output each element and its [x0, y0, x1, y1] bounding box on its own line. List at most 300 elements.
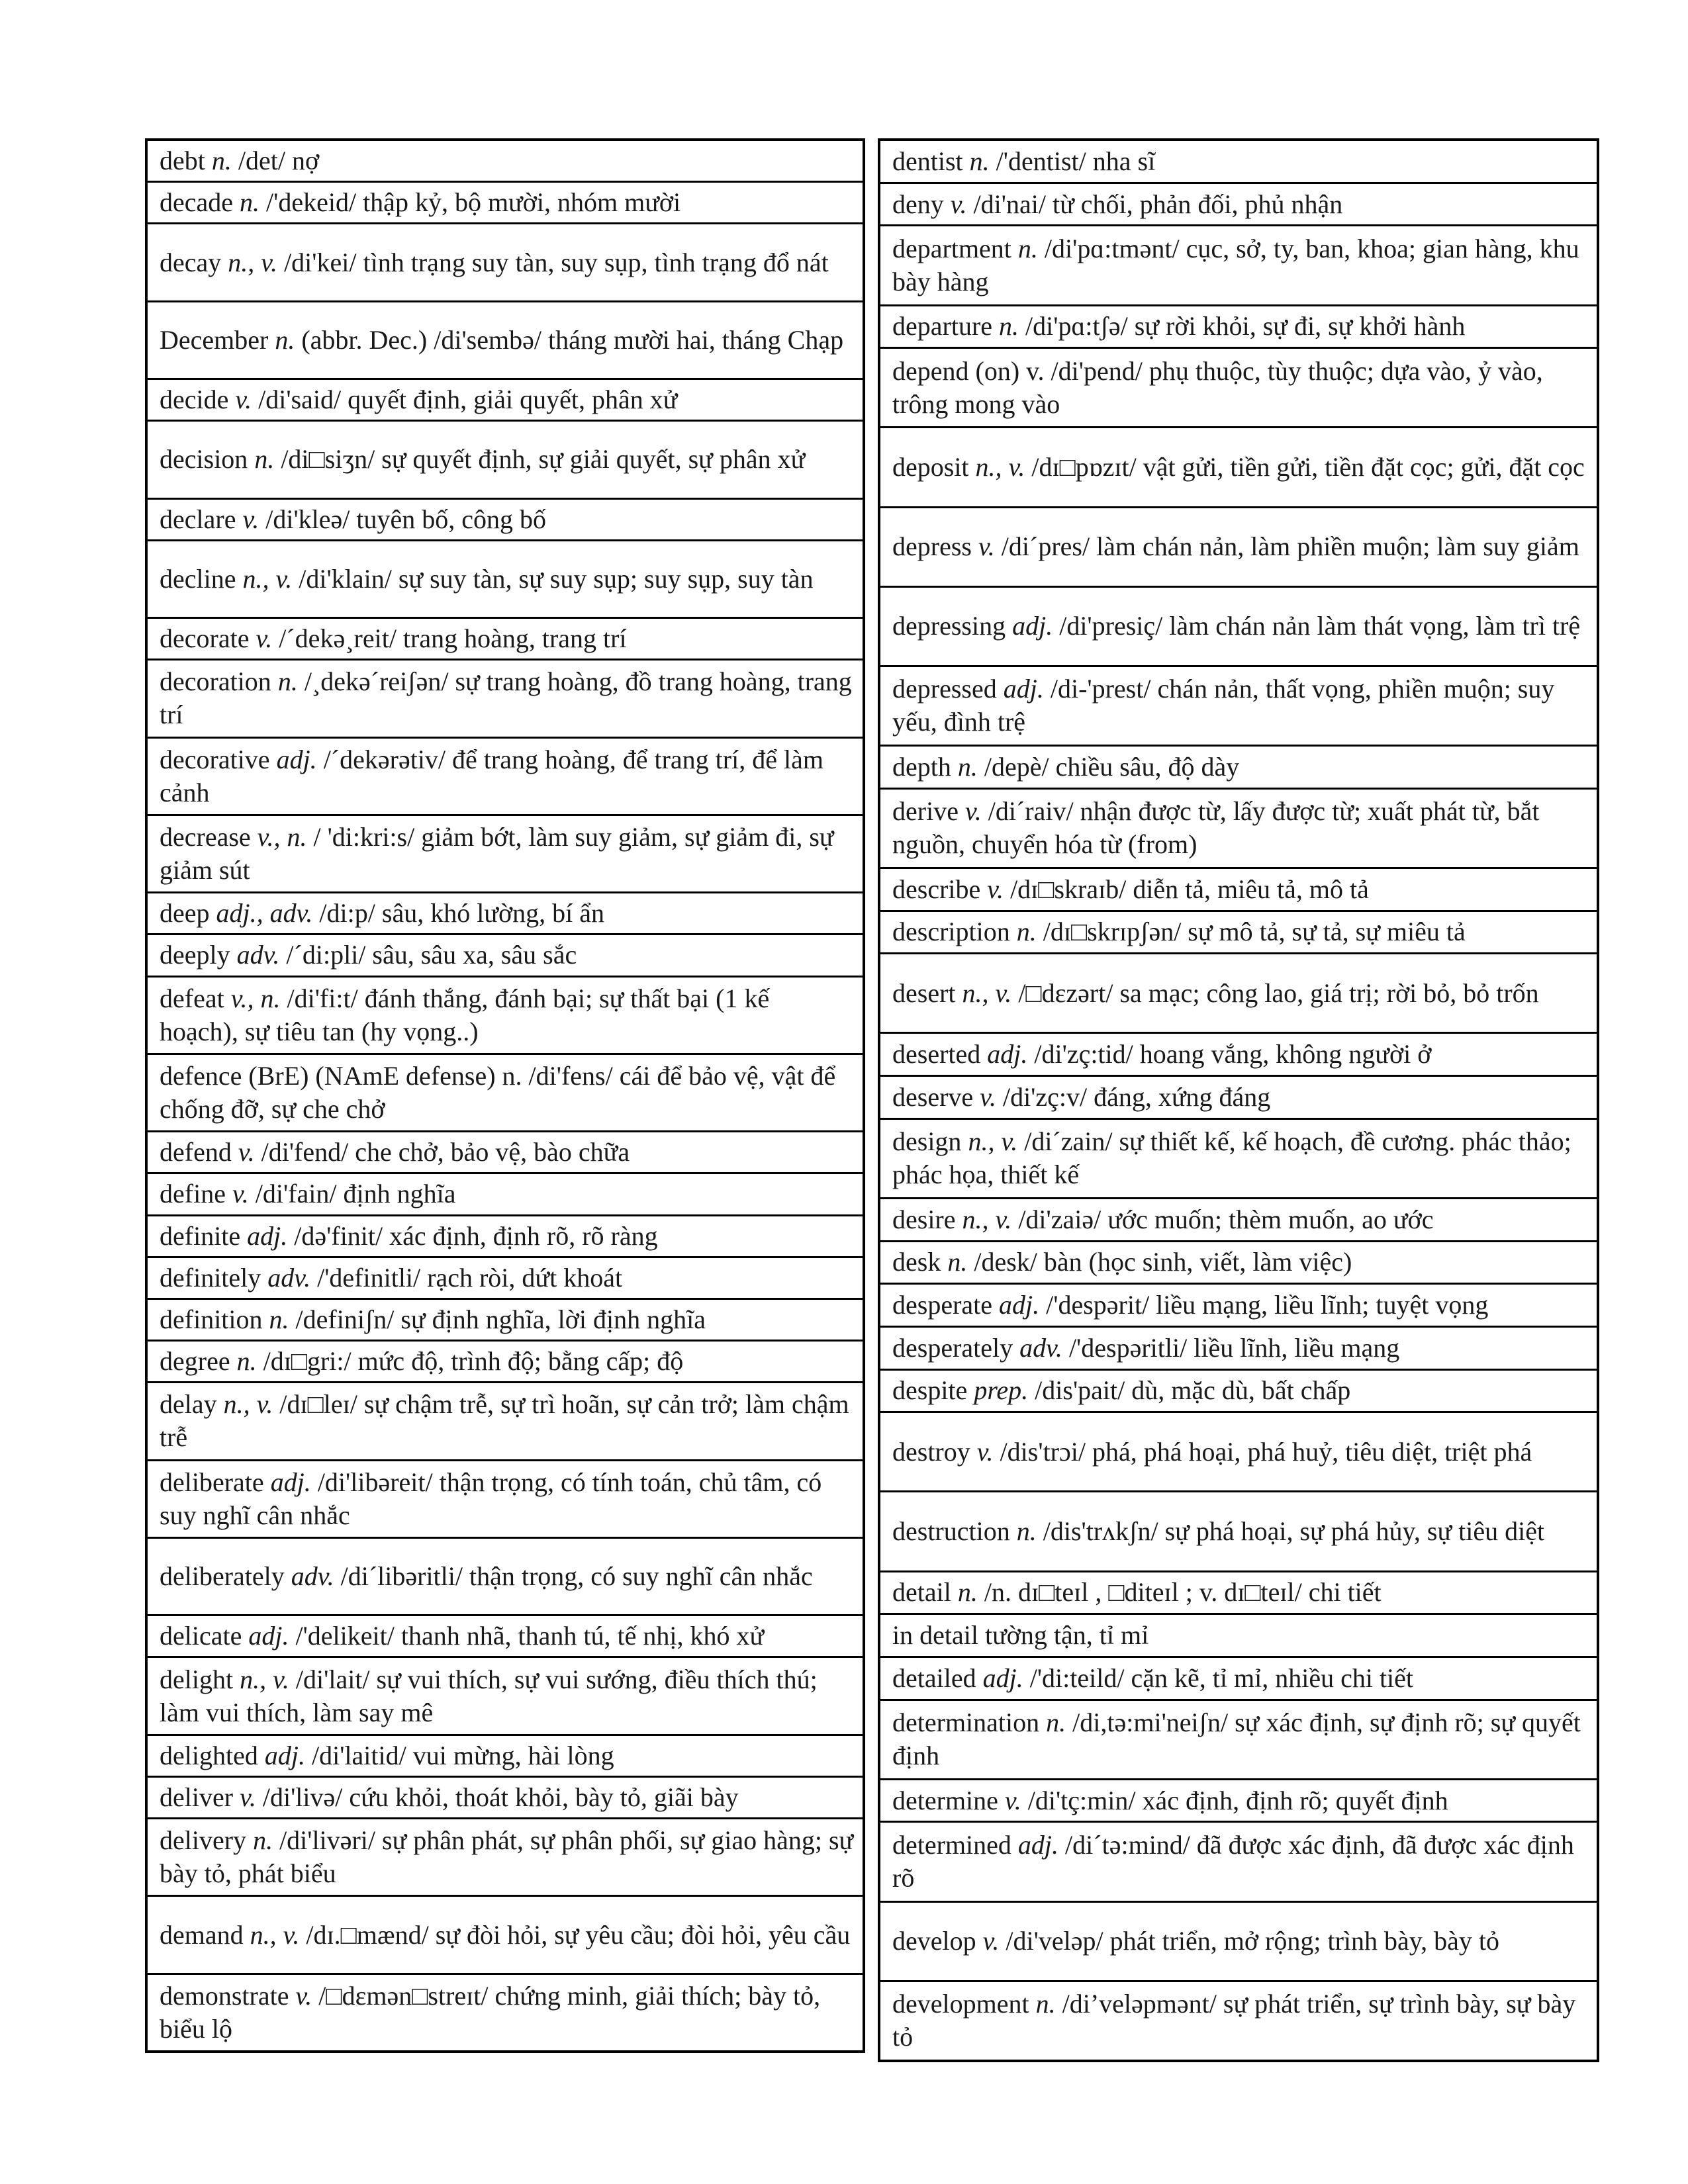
headword: defend	[160, 1137, 232, 1167]
part-of-speech: adj., adv.	[216, 898, 313, 929]
headword: description	[892, 917, 1010, 947]
headword: definition	[160, 1304, 263, 1334]
vocab-entry-row	[880, 1077, 1597, 1120]
pronunciation-and-meaning: /□dɛzərt/ sa mạc; công lao, giá trị; rời bỏ, bỏ trốn	[1011, 978, 1539, 1008]
part-of-speech: v.	[235, 385, 252, 415]
vocab-entry-row	[148, 893, 863, 935]
part-of-speech: n.	[1016, 1516, 1037, 1547]
headword: decorative	[160, 744, 270, 774]
vocab-entry	[892, 188, 1342, 221]
headword: define	[160, 1179, 226, 1209]
headword: declare	[160, 504, 236, 534]
vocab-entry-row	[148, 1216, 863, 1258]
vocab-entry-row	[880, 1780, 1597, 1823]
vocab-entry-row	[880, 184, 1597, 227]
part-of-speech: n.	[1017, 233, 1038, 263]
vocab-entry-row	[148, 1383, 863, 1461]
part-of-speech: v.	[976, 1436, 994, 1467]
vocab-entry	[892, 1125, 1589, 1191]
vocab-entry	[892, 672, 1589, 739]
pronunciation-and-meaning: /dɪ□pɒzɪt/ vật gửi, tiền gửi, tiền đặt cọc; gửi, đặt cọc	[1025, 451, 1585, 482]
vocab-entry	[892, 1435, 1532, 1469]
vocab-entry	[892, 1374, 1350, 1407]
vocab-entry-row	[880, 141, 1597, 184]
headword: decade	[160, 187, 234, 218]
vocab-entry	[892, 451, 1585, 484]
part-of-speech: adj.	[1017, 1830, 1059, 1860]
part-of-speech: n., v.	[228, 247, 278, 277]
part-of-speech: v.	[982, 1926, 1000, 1956]
pronunciation-and-meaning: /di'presiç/ làm chán nản làm thát vọng, làm trì trệ	[1053, 611, 1581, 641]
part-of-speech: n.	[253, 1825, 273, 1856]
vocab-entry	[892, 1706, 1589, 1772]
pronunciation-and-meaning: /´dekə¸reit/ trang hoàng, trang trí	[272, 623, 627, 654]
vocab-entry-row	[880, 747, 1597, 790]
vocab-entry-row	[148, 816, 863, 893]
headword: delight	[160, 1664, 234, 1694]
headword: decision	[160, 444, 248, 475]
headword: delay	[160, 1389, 217, 1420]
part-of-speech: n.	[277, 666, 298, 697]
vocab-entry-row	[148, 1342, 863, 1383]
vocab-entry	[160, 1739, 614, 1772]
vocab-entry	[160, 1560, 813, 1593]
headword: desert	[892, 978, 956, 1008]
vocab-entry	[160, 1060, 855, 1126]
vocab-entry	[160, 1466, 855, 1532]
vocab-entry	[160, 1345, 683, 1378]
headword: destroy	[892, 1436, 970, 1467]
vocab-entry	[892, 1289, 1488, 1322]
pronunciation-and-meaning: /di´pres/ làm chán nản, làm phiền muộn; làm suy giảm	[994, 531, 1579, 562]
vocab-entry-row	[148, 1300, 863, 1342]
vocab-entry-row	[148, 1778, 863, 1819]
pronunciation-and-meaning: /'dekeid/ thập kỷ, bộ mười, nhóm mười	[259, 187, 681, 218]
vocab-entry	[892, 915, 1466, 948]
pronunciation-and-meaning: /dɪ.□mænd/ sự đòi hỏi, sự yêu cầu; đòi hỏi, yêu cầu	[299, 1919, 851, 1950]
vocab-entry	[892, 873, 1369, 906]
part-of-speech: n.	[1035, 1989, 1056, 2019]
pronunciation-and-meaning: /di'libəreit/ thận trọng, có tính toán, chủ tâm, có suy nghĩ cân nhắc	[160, 1467, 822, 1530]
pronunciation-and-meaning: /dɪ□skrɪpʃən/ sự mô tả, sự tả, sự miêu tả	[1036, 917, 1466, 947]
pronunciation-and-meaning: (on) v. /di'pend/ phụ thuộc, tùy thuộc; dựa vào, ỷ vào, trông mong vào	[892, 355, 1543, 419]
headword: decoration	[160, 666, 271, 697]
vocab-entry-row	[880, 1120, 1597, 1199]
part-of-speech: adj.	[270, 1467, 311, 1497]
headword: detailed	[892, 1662, 976, 1693]
vocab-entry	[160, 938, 577, 972]
pronunciation-and-meaning: /di□siʒn/ sự quyết định, sự giải quyết, sự phân xử	[274, 444, 806, 475]
vocab-entry	[892, 1829, 1589, 1895]
part-of-speech: n., v.	[240, 1664, 289, 1694]
vocab-entry-row	[880, 1572, 1597, 1615]
vocab-entry	[892, 795, 1589, 861]
headword: departure	[892, 311, 993, 341]
headword: deliberately	[160, 1561, 285, 1591]
pronunciation-and-meaning: /di'fi:t/ đánh thắng, đánh bại; sự thất bại (1 kế hoạch), sự tiêu tan (hy vọng..)	[160, 983, 770, 1046]
pronunciation-and-meaning: /di'zç:tid/ hoang vắng, không người ở	[1027, 1039, 1432, 1069]
vocab-entry-row	[148, 619, 863, 660]
headword: derive	[892, 796, 959, 827]
pronunciation-and-meaning: /di'tç:min/ xác định, định rõ; quyết định	[1021, 1785, 1448, 1815]
pronunciation-and-meaning: /di-'prest/ chán nản, thất vọng, phiền muộn; suy yếu, đình trệ	[892, 674, 1555, 737]
headword: deliberate	[160, 1467, 264, 1497]
pronunciation-and-meaning: /desk/ bàn (học sinh, viết, làm việc)	[967, 1247, 1352, 1277]
part-of-speech: v., n.	[257, 821, 307, 852]
headword: describe	[892, 874, 981, 904]
vocab-entry-row	[880, 588, 1597, 667]
part-of-speech: adj.	[1012, 611, 1053, 641]
headword: depress	[892, 531, 972, 562]
vocab-entry-row	[880, 1492, 1597, 1572]
pronunciation-and-meaning: /di'veləp/ phát triển, mở rộng; trình bày, bày tỏ	[999, 1926, 1500, 1956]
vocab-entry-row	[880, 1982, 1597, 2060]
headword: defeat	[160, 983, 224, 1013]
headword: deep	[160, 898, 210, 929]
vocabulary-column-left	[145, 138, 865, 2053]
vocab-entry-row	[880, 428, 1597, 508]
part-of-speech: n., v.	[975, 451, 1025, 482]
headword: depressed	[892, 674, 997, 704]
vocab-entry-row	[148, 935, 863, 977]
vocab-entry	[892, 1925, 1499, 1958]
vocab-entry	[160, 1919, 850, 1952]
vocab-entry-row	[148, 1132, 863, 1174]
pronunciation-and-meaning: tường tận, tỉ mỉ	[978, 1620, 1149, 1651]
part-of-speech: adv.	[1019, 1332, 1062, 1363]
headword: December	[160, 324, 269, 355]
part-of-speech: adj.	[276, 744, 317, 774]
part-of-speech: adj.	[982, 1662, 1023, 1693]
pronunciation-and-meaning: /di´raiv/ nhận được từ, lấy được từ; xuất phát từ, bắt nguồn, chuyển hóa từ (from)	[892, 796, 1540, 860]
part-of-speech: prep.	[974, 1375, 1029, 1406]
vocab-entry-row	[880, 1658, 1597, 1701]
part-of-speech: adv.	[236, 940, 280, 970]
part-of-speech: n.	[254, 444, 275, 475]
pronunciation-and-meaning: /'delikeit/ thanh nhã, thanh tú, tế nhị, khó xử	[289, 1621, 765, 1651]
part-of-speech: adj.	[987, 1039, 1028, 1069]
headword: deny	[892, 189, 944, 219]
headword: deposit	[892, 451, 969, 482]
pronunciation-and-meaning: / 'di:kri:s/ giảm bớt, làm suy giảm, sự giảm đi, sự giảm sút	[160, 821, 834, 885]
vocab-entry-row	[148, 1658, 863, 1735]
vocab-entry	[892, 1662, 1413, 1695]
part-of-speech: v.	[295, 1980, 312, 2011]
vocab-entry-row	[880, 1371, 1597, 1414]
vocab-entry	[160, 1824, 855, 1890]
part-of-speech: v.	[238, 1137, 255, 1167]
pronunciation-and-meaning: /'di:teild/ cặn kẽ, tỉ mỉ, nhiều chi tiết	[1023, 1662, 1414, 1693]
part-of-speech: adj.	[999, 1290, 1040, 1320]
vocab-entry-row	[880, 1701, 1597, 1780]
part-of-speech: v.	[980, 1081, 996, 1112]
vocab-entry-row	[880, 1328, 1597, 1371]
part-of-speech: n., v.	[962, 1204, 1012, 1234]
vocab-entry-row	[880, 1823, 1597, 1902]
part-of-speech: n.	[269, 1304, 289, 1334]
headword: degree	[160, 1346, 230, 1377]
pronunciation-and-meaning: /dɪ□skraɪb/ diễn tả, miêu tả, mô tả	[1004, 874, 1369, 904]
headword: definitely	[160, 1262, 261, 1293]
part-of-speech: n.	[1046, 1707, 1066, 1738]
headword: despite	[892, 1375, 968, 1406]
headword: deliver	[160, 1782, 234, 1812]
vocab-entry-row	[148, 541, 863, 619]
headword: determine	[892, 1785, 998, 1815]
vocab-entry	[160, 1663, 855, 1729]
vocab-entry-row	[880, 954, 1597, 1034]
vocab-entry-row	[148, 141, 863, 183]
headword: deeply	[160, 940, 230, 970]
headword: develop	[892, 1926, 976, 1956]
vocab-entry-row	[880, 508, 1597, 588]
vocab-entry-row	[148, 224, 863, 302]
headword: decline	[160, 563, 236, 594]
vocab-entry-row	[148, 978, 863, 1055]
headword: determination	[892, 1707, 1040, 1738]
headword: depend	[892, 355, 969, 386]
headword: decrease	[160, 821, 251, 852]
pronunciation-and-meaning: /di'kei/ tình trạng suy tàn, suy sụp, tình trạng đổ nát	[277, 247, 829, 277]
vocab-entry-row	[880, 1242, 1597, 1285]
headword: destruction	[892, 1516, 1010, 1547]
pronunciation-and-meaning: /di,tə:mi'neiʃn/ sự xác định, sự định rõ; sự quyết định	[892, 1707, 1581, 1771]
vocab-entry	[160, 622, 627, 655]
vocab-entry	[892, 1203, 1433, 1236]
part-of-speech: adv.	[291, 1561, 334, 1591]
headword: decay	[160, 247, 222, 277]
vocab-entry	[160, 186, 680, 219]
part-of-speech: n., v.	[250, 1919, 300, 1950]
pronunciation-and-meaning: /'despərit/ liều mạng, liều lĩnh; tuyệt vọng	[1039, 1290, 1489, 1320]
vocab-entry	[160, 897, 604, 930]
vocab-entry-row	[148, 1736, 863, 1778]
vocab-entry	[892, 232, 1589, 298]
part-of-speech: adj.	[264, 1740, 305, 1770]
vocab-entry	[892, 1987, 1589, 2054]
part-of-speech: v.	[987, 874, 1004, 904]
pronunciation-and-meaning: /di'livə/ cứu khỏi, thoát khỏi, bày tỏ, giãi bày	[256, 1782, 739, 1812]
headword: decorate	[160, 623, 250, 654]
vocab-entry	[160, 1220, 658, 1253]
headword: deserted	[892, 1039, 981, 1069]
headword: demonstrate	[160, 1980, 289, 2011]
part-of-speech: adj.	[1003, 674, 1044, 704]
pronunciation-and-meaning: /definiʃn/ sự định nghĩa, lời định nghĩa	[289, 1304, 706, 1334]
vocab-entry-row	[148, 380, 863, 422]
headword: definite	[160, 1220, 241, 1251]
vocab-entry	[160, 383, 677, 416]
vocab-entry	[160, 246, 829, 279]
vocab-entry	[160, 665, 855, 731]
vocab-entry-row	[148, 739, 863, 816]
headword: depth	[892, 751, 951, 782]
headword: desk	[892, 1247, 941, 1277]
pronunciation-and-meaning: /di'klain/ sự suy tàn, sự suy sụp; suy sụp, suy tàn	[292, 563, 814, 594]
pronunciation-and-meaning: /dis'trɔi/ phá, phá hoại, phá huỷ, tiêu diệt, triệt phá	[993, 1436, 1532, 1467]
headword: design	[892, 1126, 962, 1157]
headword: depressing	[892, 611, 1006, 641]
headword: desire	[892, 1204, 956, 1234]
vocab-entry	[160, 563, 814, 596]
pronunciation-and-meaning: (abbr. Dec.) /di'sembə/ tháng mười hai, tháng Chạp	[295, 324, 844, 355]
headword: determined	[892, 1830, 1011, 1860]
part-of-speech: n.	[999, 311, 1019, 341]
pronunciation-and-meaning: (BrE) (NAmE defense) n. /di'fens/ cái để bảo vệ, vật để chống đỡ, sự che chở	[160, 1060, 836, 1124]
vocab-entry	[892, 355, 1589, 421]
vocab-entry	[892, 310, 1465, 343]
vocab-entry-row	[880, 790, 1597, 869]
headword: detail	[892, 1577, 951, 1608]
pronunciation-and-meaning: /´di:pli/ sâu, sâu xa, sâu sắc	[279, 940, 577, 970]
pronunciation-and-meaning: /'despəritli/ liều lĩnh, liều mạng	[1062, 1332, 1400, 1363]
part-of-speech: n.	[211, 146, 232, 176]
vocab-entry-row	[880, 1413, 1597, 1492]
pronunciation-and-meaning: /di’veləpmənt/ sự phát triển, sự trình bày, sự bày tỏ	[892, 1989, 1576, 2052]
vocab-entry	[160, 503, 546, 536]
vocab-entry-row	[880, 306, 1597, 349]
pronunciation-and-meaning: /dɪ□leɪ/ sự chậm trễ, sự trì hoãn, sự cản trở; làm chậm trễ	[160, 1389, 849, 1453]
pronunciation-and-meaning: /di'fain/ định nghĩa	[248, 1179, 456, 1209]
pronunciation-and-meaning: /di'zaiə/ ước muốn; thèm muốn, ao ước	[1011, 1204, 1434, 1234]
pronunciation-and-meaning: /di´tə:mind/ đã được xác định, đã được xác định rõ	[892, 1830, 1574, 1893]
part-of-speech: v.	[256, 623, 273, 654]
part-of-speech: n., v.	[242, 563, 293, 594]
vocab-entry	[892, 751, 1239, 784]
pronunciation-and-meaning: /də'finit/ xác định, định rõ, rõ ràng	[287, 1220, 658, 1251]
pronunciation-and-meaning: /di´libəritli/ thận trọng, có suy nghĩ cân nhắc	[334, 1561, 813, 1591]
pronunciation-and-meaning: /di'pɑ:tʃə/ sự rời khỏi, sự đi, sự khởi hành	[1019, 311, 1466, 341]
vocab-entry	[160, 1261, 622, 1295]
vocab-entry-row	[148, 1897, 863, 1974]
headword: desperately	[892, 1332, 1013, 1363]
vocab-entry-row	[148, 660, 863, 738]
vocab-entry	[160, 144, 319, 177]
part-of-speech: n., v.	[223, 1389, 273, 1420]
pronunciation-and-meaning: /di'nai/ từ chối, phản đối, phủ nhận	[966, 189, 1343, 219]
vocab-entry	[892, 1081, 1270, 1114]
pronunciation-and-meaning: /di´zain/ sự thiết kế, kế hoạch, đề cương. phác thảo; phác họa, thiết kế	[892, 1126, 1571, 1190]
vocab-entry-row	[880, 226, 1597, 306]
vocab-entry-row	[880, 1903, 1597, 1982]
vocab-entry-row	[148, 1616, 863, 1658]
headword: desperate	[892, 1290, 993, 1320]
vocab-entry	[160, 821, 855, 887]
part-of-speech: v.	[242, 504, 259, 534]
vocab-entry-row	[148, 183, 863, 224]
pronunciation-and-meaning: /di'kleə/ tuyên bố, công bố	[259, 504, 547, 534]
vocab-entry	[892, 1784, 1448, 1817]
pronunciation-and-meaning: /di'zç:v/ đáng, xứng đáng	[996, 1081, 1271, 1112]
vocab-entry-row	[148, 1258, 863, 1300]
vocab-entry	[160, 1136, 630, 1169]
pronunciation-and-meaning: /det/ nợ	[231, 146, 320, 176]
part-of-speech: n., v.	[962, 978, 1012, 1008]
part-of-speech: v.	[978, 531, 995, 562]
part-of-speech: n.	[957, 751, 978, 782]
vocab-entry	[892, 1576, 1382, 1609]
part-of-speech: adv.	[267, 1262, 311, 1293]
vocab-entry	[160, 1619, 764, 1653]
headword: dentist	[892, 146, 963, 176]
vocab-entry	[160, 743, 855, 809]
vocab-entry	[160, 324, 843, 357]
vocab-entry	[160, 1303, 706, 1336]
part-of-speech: v.	[950, 189, 967, 219]
pronunciation-and-meaning: /di'livəri/ sự phân phát, sự phân phối, sự giao hàng; sự bày tỏ, phát biểu	[160, 1825, 854, 1889]
vocab-entry-row	[880, 1034, 1597, 1077]
vocab-entry	[160, 443, 805, 476]
pronunciation-and-meaning: /dɪ□gri:/ mức độ, trình độ; bằng cấp; độ	[256, 1346, 684, 1377]
headword: department	[892, 233, 1011, 263]
vocab-entry-row	[148, 1819, 863, 1897]
part-of-speech: v.	[240, 1782, 256, 1812]
part-of-speech: n.	[1016, 917, 1037, 947]
part-of-speech: n.	[957, 1577, 978, 1608]
pronunciation-and-meaning: /'definitli/ rạch ròi, dứt khoát	[310, 1262, 623, 1293]
vocab-entry-row	[880, 869, 1597, 912]
pronunciation-and-meaning: /di:p/ sâu, khó lường, bí ẩn	[312, 898, 605, 929]
part-of-speech: n.	[240, 187, 260, 218]
part-of-speech: n.	[947, 1247, 968, 1277]
vocab-entry-row	[148, 302, 863, 380]
vocabulary-column-right	[878, 138, 1599, 2062]
pronunciation-and-meaning: /depè/ chiều sâu, độ dày	[977, 751, 1240, 782]
vocab-entry	[892, 1619, 1149, 1652]
pronunciation-and-meaning: /¸dekə´reiʃən/ sự trang hoàng, đồ trang hoàng, trang trí	[160, 666, 852, 730]
vocab-entry	[892, 145, 1155, 178]
vocab-entry-row	[880, 912, 1597, 955]
vocab-entry-row	[148, 422, 863, 499]
headword: demand	[160, 1919, 244, 1950]
part-of-speech: v.	[232, 1179, 249, 1209]
headword: delicate	[160, 1621, 242, 1651]
vocab-entry	[892, 1515, 1544, 1548]
vocab-entry	[160, 982, 855, 1048]
pronunciation-and-meaning: /di'said/ quyết định, giải quyết, phân xử	[252, 385, 678, 415]
headword: decide	[160, 385, 229, 415]
pronunciation-and-meaning: /di'laitid/ vui mừng, hài lòng	[305, 1740, 614, 1770]
pronunciation-and-meaning: /n. dɪ□teɪl , □diteɪl ; v. dɪ□teɪl/ chi tiết	[977, 1577, 1382, 1608]
vocab-entry-row	[148, 1539, 863, 1616]
headword: delighted	[160, 1740, 258, 1770]
pronunciation-and-meaning: /dis'trʌkʃn/ sự phá hoại, sự phá hủy, sự tiêu diệt	[1036, 1516, 1545, 1547]
vocab-entry-row	[148, 1975, 863, 2050]
vocab-entry	[892, 610, 1580, 643]
headword: in detail	[892, 1620, 978, 1651]
vocab-entry	[160, 1177, 455, 1210]
part-of-speech: n.	[275, 324, 295, 355]
vocab-entry-row	[148, 1461, 863, 1539]
pronunciation-and-meaning: /di'fend/ che chở, bảo vệ, bào chữa	[254, 1137, 630, 1167]
vocab-entry-row	[880, 1285, 1597, 1328]
pronunciation-and-meaning: /di'lait/ sự vui thích, sự vui sướng, điều thích thú; làm vui thích, làm say mê	[160, 1664, 818, 1727]
vocab-entry	[892, 530, 1579, 563]
vocab-entry	[892, 1038, 1431, 1071]
vocab-entry-row	[880, 667, 1597, 747]
part-of-speech: v.	[964, 796, 982, 827]
vocab-entry-row	[148, 1174, 863, 1216]
vocab-entry-row	[880, 1199, 1597, 1242]
vocab-entry-row	[148, 500, 863, 541]
headword: deserve	[892, 1081, 974, 1112]
pronunciation-and-meaning: /□dɛmən□streɪt/ chứng minh, giải thích; bày tỏ, biểu lộ	[160, 1980, 821, 2044]
headword: delivery	[160, 1825, 247, 1856]
headword: development	[892, 1989, 1029, 2019]
part-of-speech: adj.	[248, 1621, 289, 1651]
headword: debt	[160, 146, 205, 176]
vocab-entry	[160, 1388, 855, 1454]
